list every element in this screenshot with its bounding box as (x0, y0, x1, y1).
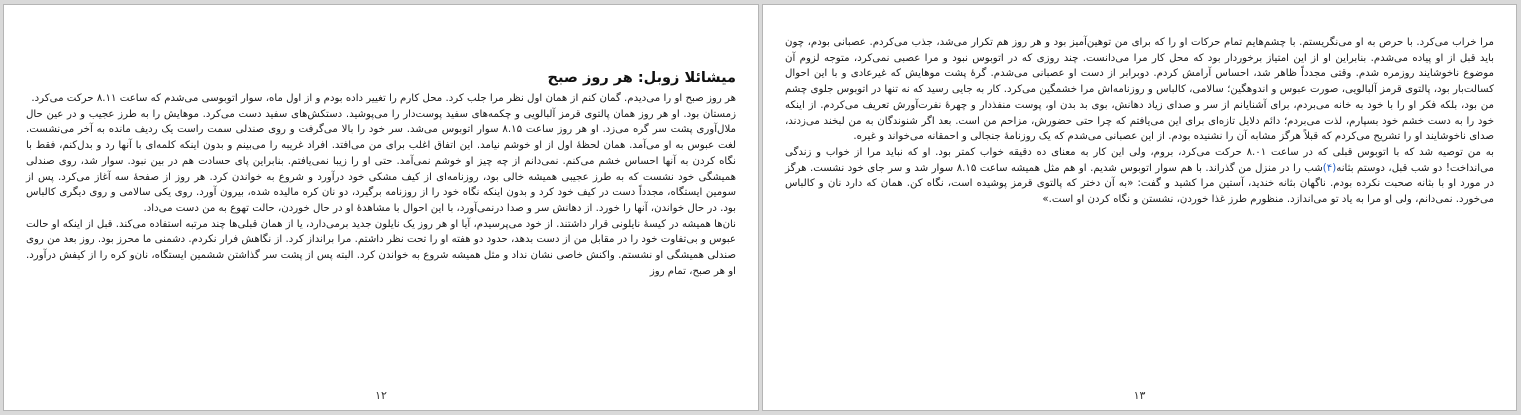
paragraph: نان‌ها همیشه در کیسهٔ نایلونی قرار داشتند. از خود می‌پرسیدم، آیا او هر روز یک نایلون جدید برمی‌دارد، یا از همان قبلی‌ها چند مرتبه استفاده می‌کند. قبل از اینکه او حالت عبوس و بی‌تفاوت خود را در مقابل من از دست بدهد، حدود دو هفته او را تحت نظر داشتم. مرا برانداز کرد. از نگاهش فرار نکردم. دشمنی ما محرز بود. روز بعد من روی صندلی همیشگی او نشستم. واکنش خاصی نشان نداد و مثل همیشه شروع به خواندن کرد. البته پس از پشت سر گذاشتن ششمین ایستگاه، نان‌و کره را از کیفش درآورد. او هر صبح، تمام روز (26, 218, 736, 277)
page-number: ۱۳ (1133, 389, 1146, 402)
left-page-text (26, 67, 736, 279)
chapter-title: میشائلا زوبل: هر روز صبح (547, 70, 736, 86)
right-page-text (785, 35, 1494, 208)
right-page (762, 4, 1517, 411)
footnote-marker[interactable]: (۴) (1322, 162, 1337, 174)
paragraph: هر روز صبح او را می‌دیدم. گمان کنم از همان اول نظر مرا جلب کرد. محل کارم را تغییر داده بودم و از اول ماه، سوار اتوبوسی می‌شدم که ساعت ۸.۱۱ حرکت می‌کرد. (31, 93, 736, 104)
paragraph: زمستان بود. او هر روز همان پالتوی قرمز آلبالویی و چکمه‌های سفید پوست‌دار را می‌پوشید. دستکش‌های سفید دست می‌کرد. موهایش را به طرز عجیب و در عین حال ملال‌آوری پشت سر گره می‌زد. او هر روز ساعت ۸.۱۵ سوار اتوبوس می‌شد. سر خود را بالا می‌گرفت و روی صندلی سمت راست یک ردیف مانده به آخر می‌نشست. لغت عبوس به او می‌آمد. همان لحظهٔ اول از او خوشم نیامد. این اتفاق اغلب برای من می‌افتد. افراد غریبه را می‌بینم و بدون اینکه کلمه‌ای با آنها رد و بدل‌کنم، فقط با نگاه کردن به آنها احساس خشم می‌کنم. نمی‌دانم از چه چیز او خوشم نمی‌آمد. حتی او را زیبا نمی‌یافتم. بنابراین پای حسادت هم در بین نبود. سوار شد، روی صندلی همیشگی خود نشست که به طرز عجیبی همیشه خالی بود، روزنامه‌ای از کیف مشکی خود درآورد و شروع به خواندن کرد. هر روز از صفحهٔ سه آغاز می‌کرد. پس از سومین ایستگاه، مجدداً دست در کیف خود کرد و بدون اینکه نگاه خود را از روزنامه برگیرد، دو نان کره مالیده شده، بیرون آورد. روی یکی سالامی و روی دیگری کالباس بود. در حال خواندن، آنها را خورد. از دهانش سر و صدا درنمی‌آورد، با این احوال با مشاهدهٔ او در حال خوردن، حالت تهوع به من دست می‌داد. (26, 108, 736, 214)
page-number: ۱۲ (375, 389, 387, 402)
paragraph-text: به من توصیه شد که با اتوبوس قبلی که در ساعت ۸.۰۱ حرکت می‌کرد، بروم، ولی این کار به معنای ده دقیقه خواب کمتر بود. او که نباید مرا از خواب و زندگی می‌انداخت! دو شب قبل، دوستم بثانه (785, 146, 1495, 174)
paragraph (785, 145, 1494, 208)
paragraph: مرا خراب می‌کرد. با حرص به او می‌نگریستم. با چشم‌هایم تمام حرکات او را که برای من توهین‌آمیز بود و هر روز هم تکرار می‌شد، جذب می‌کردم. عصبانی بودم، چون باید قبل از او پیاده می‌شدم. بنابراین او از این امتیاز برخوردار بود که محل کار مرا می‌دانست. چند روزی که در اتوبوس نبود و مرا عصبی نمی‌کرد، متوجه لزوم آن موضوع ناخوشایند روزمره شدم. وقتی مجدداً ظاهر شد، احساس آرامش کردم. دوبرابر از دست او عصبانی می‌شدم. گرهٔ پشت موهایش که غیرعادی و با این احوال کسالت‌بار بود، پالتوی قرمز آلبالویی، صورت عبوس و اندوهگین؛ سالامی، کالباس و روزنامه‌اش مرا خشمگین می‌کرد. کار به جایی رسید که نه تنها در اتوبوس جلوی چشم من بود، بلکه فکر او را با خود به خانه می‌بردم، برای آشنایانم از سر و صدای زیاد دهانش، بوی بد بدن او، پوست منفذدار و چهرهٔ نفرت‌آورش تعریف می‌کردم. از اینکه خود را به دست خشم خود بسپارم، لذت می‌بردم؛ دائم دلایل تازه‌ای برای این می‌یافتم که چرا حتی حضورش، مزاحم من است. بعد اگر شنوندگان به من لبخند می‌زدند، صدای ناخوشایند او را تشریح می‌کردم که قبلاً هرگز مشابه آن را نشنیده بودم. از این عصبانی می‌شدم که یک روزنامهٔ جنجالی و احمقانه می‌خواند و غیره. (785, 37, 1494, 143)
paragraph-text: شب را در منزل من گذراند. با هم سوار اتوبوس شدیم. او هم مثل همیشه ساعت ۸.۱۵ سوار شد و سر جای خود نشست. هرگز در مورد او با بثانه صحبت نکرده بودم. ناگهان بثانه خندید، آستین مرا کشید و گفت: «به آن دختر که پالتوی قرمز پوشیده است، نگاه کن. همان که دارد نان و کالباس می‌خورد. نمی‌دانم، ولی او مرا به یاد تو می‌اندازد. منظورم طرز غذا خوردن، نشستن و نگاه کردن او است.» (785, 162, 1494, 206)
left-page (3, 4, 759, 411)
